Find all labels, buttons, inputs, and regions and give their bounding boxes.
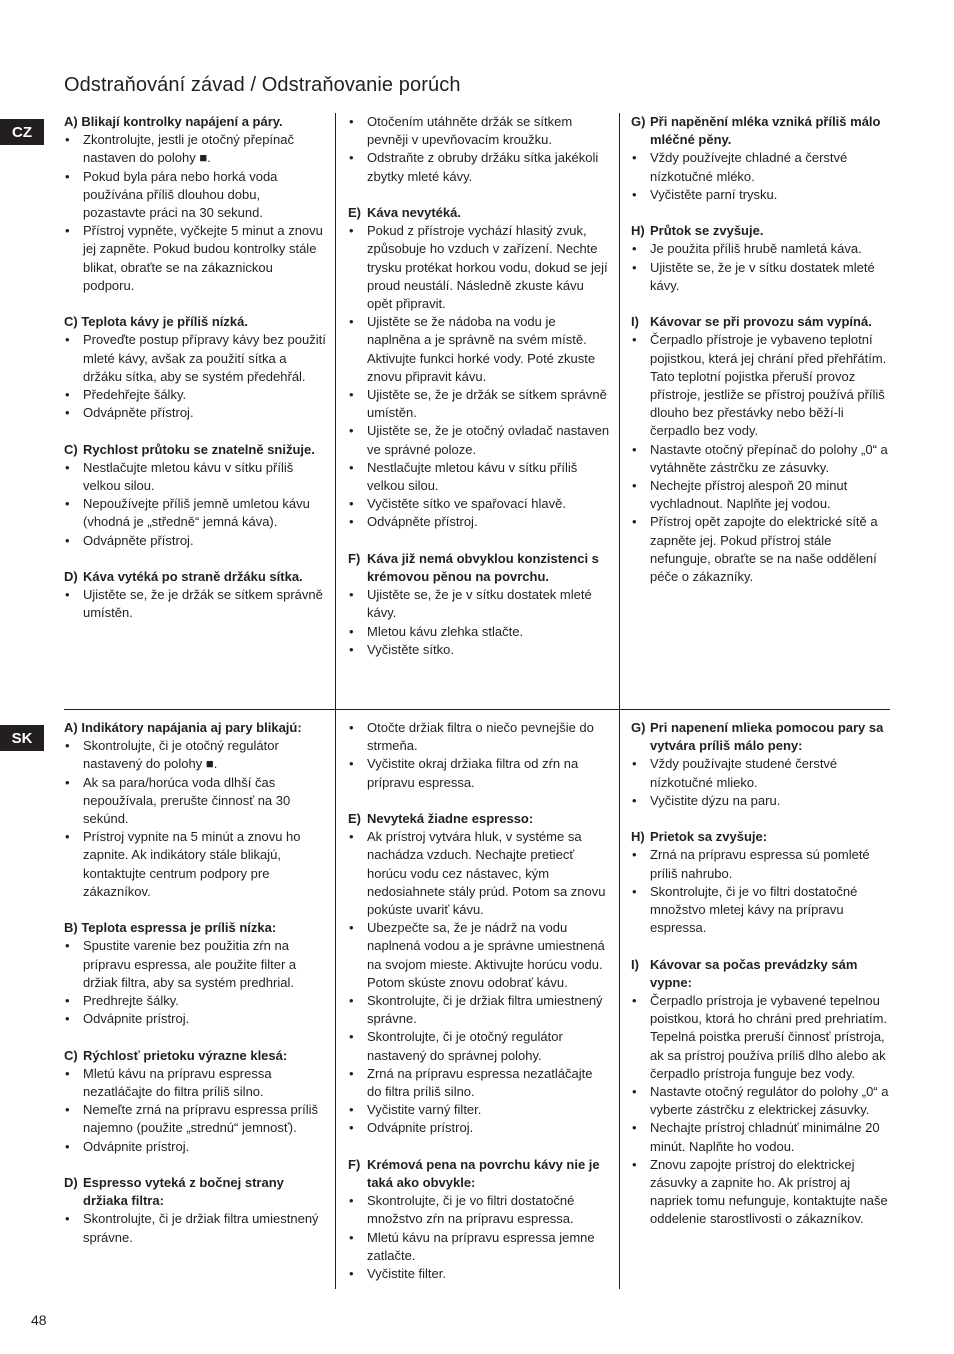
bullet-item: • Skontrolujte, či je otočný regulátor nastavený do polohy ■. bbox=[64, 737, 326, 773]
bullet-item: • Vyčistěte parní trysku. bbox=[631, 186, 890, 204]
troubleshooting-topic bbox=[348, 810, 610, 1138]
bullet-list bbox=[631, 755, 890, 810]
topic-heading bbox=[631, 828, 890, 846]
bullet-item: • Nechajte prístroj chladnúť minimálne 20 minút. Naplňte ho vodou. bbox=[631, 1119, 890, 1155]
bullet-item: • Odstraňte z obruby držáku sítka jakékoli zbytky mleté kávy. bbox=[348, 149, 610, 185]
bullet-list bbox=[631, 331, 890, 586]
topic-heading bbox=[631, 222, 890, 240]
bullet-item: • Odvápněte přístroj. bbox=[348, 513, 610, 531]
column-3 bbox=[631, 719, 890, 1289]
bullet-item: • Odvápněte přístroj. bbox=[64, 404, 326, 422]
bullet-list bbox=[348, 113, 610, 186]
troubleshooting-topic bbox=[64, 113, 326, 295]
section-cz bbox=[64, 113, 890, 709]
topic-heading bbox=[631, 956, 890, 992]
bullet-item: • Znovu zapojte prístroj do elektrickej zásuvky a zapnite ho. Ak prístroj aj napriek tomu nefunguje, kontaktujte naše oddelenie starostlivosti o zákazníkov. bbox=[631, 1156, 890, 1229]
topic-title: Nevyteká žiadne espresso: bbox=[367, 811, 534, 826]
section-sk bbox=[64, 719, 890, 1289]
bullet-item: • Nastavte otočný regulátor do polohy „0“ a vyberte zástrčku z elektrickej zásuvky. bbox=[631, 1083, 890, 1119]
bullet-item: • Otočte držiak filtra o niečo pevnejšie do strmeňa. bbox=[348, 719, 610, 755]
topic-heading bbox=[631, 719, 890, 755]
topic-title: A) Indikátory napájania aj pary blikajú: bbox=[64, 720, 302, 735]
bullet-list bbox=[348, 586, 610, 659]
topic-title: Průtok se zvyšuje. bbox=[650, 223, 764, 239]
bullet-item: • Mletú kávu na prípravu espressa nezatláčajte do filtra príliš silno. bbox=[64, 1065, 326, 1101]
bullet-item: • Vždy používajte studené čerstvé nízkotučné mlieko. bbox=[631, 755, 890, 791]
troubleshooting-topic bbox=[64, 313, 326, 422]
bullet-item: • Nepoužívejte příliš jemně umletou kávu (vhodná je „středně“ jemná káva). bbox=[64, 495, 326, 531]
bullet-list bbox=[64, 1210, 326, 1246]
bullet-item: • Ujistěte se, že je držák se sítkem správně umístěn. bbox=[348, 386, 610, 422]
troubleshooting-topic bbox=[348, 550, 610, 659]
topic-title: B) Teplota espressa je príliš nízka: bbox=[64, 920, 277, 936]
bullet-item: • Mletú kávu na prípravu espressa jemne zatlačte. bbox=[348, 1229, 610, 1265]
topic-label: E) bbox=[348, 205, 361, 220]
bullet-item: • Vyčistite okraj držiaka filtra od zŕn na prípravu espressa. bbox=[348, 755, 610, 791]
bullet-list bbox=[64, 737, 326, 901]
troubleshooting-topic bbox=[631, 956, 890, 1229]
troubleshooting-topic bbox=[631, 113, 890, 204]
topic-title: Rychlost průtoku se znatelně snižuje. bbox=[83, 441, 315, 457]
troubleshooting-topic bbox=[64, 568, 326, 623]
bullet-item: • Nastavte otočný přepínač do polohy „0“ a vytáhněte zástrčku ze zásuvky. bbox=[631, 441, 890, 477]
topic-label: H) bbox=[631, 223, 645, 239]
topic-label: C) bbox=[64, 1047, 78, 1063]
topic-title: Pri napenení mlieka pomocou pary sa vytvára príliš málo peny: bbox=[650, 720, 884, 754]
bullet-item: • Otočením utáhněte držák se sítkem pevněji v upevňovacím kroužku. bbox=[348, 113, 610, 149]
bullet-item: • Odvápnite prístroj. bbox=[348, 1119, 610, 1137]
bullet-item: • Skontrolujte, či je vo filtri dostatočné množstvo zŕn na prípravu espressa. bbox=[348, 1192, 610, 1228]
bullet-item: • Ujistěte se, že je otočný ovladač nastaven ve správné poloze. bbox=[348, 422, 610, 458]
bullet-item: • Skontrolujte, či je otočný regulátor nastavený do správnej polohy. bbox=[348, 1028, 610, 1064]
bullet-list bbox=[64, 1065, 326, 1156]
bullet-item: • Spustite varenie bez použitia zŕn na prípravu espressa, ale použite filter a držiak filtra, aby sa systém predhrial. bbox=[64, 937, 326, 992]
troubleshooting-topic bbox=[631, 313, 890, 586]
troubleshooting-topic bbox=[64, 719, 326, 901]
topic-heading bbox=[64, 441, 326, 459]
page-title: Odstraňování závad / Odstraňovanie porúch bbox=[64, 74, 461, 96]
bullet-item: • Vyčistěte sítko ve spařovací hlavě. bbox=[348, 495, 610, 513]
topic-title: Káva vytéká po straně držáku sítka. bbox=[83, 569, 303, 585]
bullet-list bbox=[64, 131, 326, 295]
bullet-item: • Zrná na prípravu espressa sú pomleté príliš nahrubo. bbox=[631, 846, 890, 882]
topic-heading bbox=[64, 1174, 326, 1210]
bullet-item: • Ujistěte se, že je v sítku dostatek mleté kávy. bbox=[348, 586, 610, 622]
column-2 bbox=[348, 113, 610, 709]
bullet-list bbox=[64, 586, 326, 622]
bullet-item: • Zkontrolujte, jestli je otočný přepínač nastaven do polohy ■. bbox=[64, 131, 326, 167]
bullet-item: • Vždy používejte chladné a čerstvé nízkotučné mléko. bbox=[631, 149, 890, 185]
bullet-list bbox=[64, 331, 326, 422]
topic-label: H) bbox=[631, 829, 645, 845]
troubleshooting-topic bbox=[348, 113, 610, 186]
bullet-item: • Skontrolujte, či je vo filtri dostatočné množstvo mletej kávy na prípravu espressa. bbox=[631, 883, 890, 938]
topic-title: Krémová pena na povrchu kávy nie je taká ako obvykle: bbox=[367, 1156, 600, 1191]
bullet-item: • Pokud byla pára nebo horká voda používána příliš dlouhou dobu, pozastavte práci na 30 sekund. bbox=[64, 168, 326, 223]
topic-title: Při napěnění mléka vzniká příliš málo mléčné pěny. bbox=[650, 114, 881, 148]
topic-label: I) bbox=[631, 956, 639, 972]
topic-title: Káva nevytéká. bbox=[367, 205, 461, 220]
bullet-item: • Je použita příliš hrubě namletá káva. bbox=[631, 240, 890, 258]
topic-heading bbox=[64, 313, 326, 331]
bullet-item: • Přístroj vypněte, vyčkejte 5 minut a znovu jej zapněte. Pokud budou kontrolky stále blikat, obraťte se na zákaznickou podporu. bbox=[64, 222, 326, 295]
bullet-item: • Ujistěte se, že je v sítku dostatek mleté kávy. bbox=[631, 259, 890, 295]
topic-label: G) bbox=[631, 114, 646, 129]
topic-heading bbox=[64, 1047, 326, 1065]
bullet-item: • Vyčistite dýzu na paru. bbox=[631, 792, 890, 810]
bullet-item: • Odvápněte přístroj. bbox=[64, 532, 326, 550]
bullet-item: • Ujistěte se, že je držák se sítkem správně umístěn. bbox=[64, 586, 326, 622]
bullet-list bbox=[348, 719, 610, 792]
troubleshooting-topic bbox=[348, 1156, 610, 1283]
bullet-item: • Ubezpečte sa, že je nádrž na vodu naplnená vodou a je správne umiestnená na svojom mieste. Aktivujte horúcu vodu. Potom skúste znovu odobrať kávu. bbox=[348, 919, 610, 992]
bullet-item: • Vyčistite varný filter. bbox=[348, 1101, 610, 1119]
column-divider bbox=[335, 113, 336, 709]
bullet-item: • Nestlačujte mletou kávu v sítku příliš velkou silou. bbox=[64, 459, 326, 495]
bullet-item: • Vyčistite filter. bbox=[348, 1265, 610, 1283]
column-divider bbox=[619, 113, 620, 709]
column-3 bbox=[631, 113, 890, 709]
topic-title: Prietok sa zvyšuje: bbox=[650, 829, 768, 845]
troubleshooting-topic bbox=[64, 919, 326, 1028]
bullet-item: • Mletou kávu zlehka stlačte. bbox=[348, 623, 610, 641]
topic-heading bbox=[348, 810, 610, 828]
bullet-list bbox=[64, 937, 326, 1028]
topic-label: E) bbox=[348, 811, 361, 826]
troubleshooting-topic bbox=[64, 1174, 326, 1247]
bullet-item: • Pokud z přístroje vychází hlasitý zvuk, způsobuje ho vzduch v zařízení. Nechte trysku protékat horkou vodu, dokud se její proud neustálí. Následně zkuste kávu opět připravit. bbox=[348, 222, 610, 313]
topic-title: A) Blikají kontrolky napájení a páry. bbox=[64, 114, 283, 129]
bullet-list bbox=[631, 992, 890, 1229]
bullet-list bbox=[631, 149, 890, 204]
bullet-item: • Nechejte přístroj alespoň 20 minut vychladnout. Naplňte jej vodou. bbox=[631, 477, 890, 513]
bullet-item: • Odvápnite prístroj. bbox=[64, 1138, 326, 1156]
topic-label: F) bbox=[348, 1156, 361, 1172]
topic-label: C) bbox=[64, 441, 78, 457]
topic-title: Rýchlosť prietoku výrazne klesá: bbox=[83, 1047, 288, 1063]
troubleshooting-topic bbox=[348, 204, 610, 532]
bullet-item: • Ujistěte se že nádoba na vodu je naplněna a je správně na svém místě. Aktivujte funkci horké vody. Poté zkuste znovu připravit kávu. bbox=[348, 313, 610, 386]
bullet-item: • Prístroj vypnite na 5 minút a znovu ho zapnite. Ak indikátory stále blikajú, kontaktujte centrum podpory pre zákazníkov. bbox=[64, 828, 326, 901]
bullet-list bbox=[631, 846, 890, 937]
troubleshooting-topic bbox=[631, 222, 890, 295]
troubleshooting-topic bbox=[64, 1047, 326, 1156]
bullet-item: • Ak prístroj vytvára hluk, v systéme sa nachádza vzduch. Nechajte pretiecť horúcu vodu cez nástavec, kým nedosiahnete stály prúd. Potom sa znovu pokúste uvariť kávu. bbox=[348, 828, 610, 919]
topic-heading bbox=[64, 113, 326, 131]
topic-heading bbox=[64, 568, 326, 586]
bullet-list bbox=[64, 459, 326, 550]
bullet-item: • Zrná na prípravu espressa nezatláčajte do filtra príliš silno. bbox=[348, 1065, 610, 1101]
page-number: 48 bbox=[31, 1312, 47, 1328]
column-divider bbox=[335, 709, 336, 1289]
bullet-item: • Predhrejte šálky. bbox=[64, 992, 326, 1010]
language-badge-sk: SK bbox=[0, 725, 44, 751]
bullet-item: • Nestlačujte mletou kávu v sítku příliš velkou silou. bbox=[348, 459, 610, 495]
topic-label: F) bbox=[348, 550, 361, 566]
bullet-item: • Vyčistěte sítko. bbox=[348, 641, 610, 659]
topic-title: Kávovar sa počas prevádzky sám vypne: bbox=[650, 956, 858, 990]
section-divider bbox=[64, 709, 890, 710]
troubleshooting-topic bbox=[64, 441, 326, 550]
topic-label: D) bbox=[64, 569, 78, 585]
bullet-item: • Skontrolujte, či je držiak filtra umiestnený správne. bbox=[64, 1210, 326, 1246]
column-1 bbox=[64, 719, 326, 1289]
topic-label: G) bbox=[631, 720, 646, 735]
column-divider bbox=[619, 709, 620, 1289]
bullet-item: • Nemeľte zrná na prípravu espressa príliš najemno (použite „strednú“ jemnosť). bbox=[64, 1101, 326, 1137]
topic-heading bbox=[631, 113, 890, 149]
bullet-item: • Ak sa para/horúca voda dlhší čas nepoužívala, prerušte činnosť na 30 sekúnd. bbox=[64, 774, 326, 829]
topic-title: Kávovar se při provozu sám vypíná. bbox=[650, 314, 872, 330]
bullet-item: • Skontrolujte, či je držiak filtra umiestnený správne. bbox=[348, 992, 610, 1028]
bullet-list bbox=[348, 828, 610, 1137]
topic-heading bbox=[348, 204, 610, 222]
topic-heading bbox=[348, 550, 610, 586]
column-1 bbox=[64, 113, 326, 709]
bullet-item: • Čerpadlo prístroja je vybavené tepelnou poistkou, ktorá ho chráni pred prehriatím. Tepelná poistka preruší činnosť prístroja, ak sa prístroj používa príliš dlho alebo ak čerpadlo prístroja funguje bez vody. bbox=[631, 992, 890, 1083]
topic-title: Espresso vyteká z bočnej strany držiaka filtra: bbox=[83, 1175, 284, 1209]
topic-heading bbox=[64, 719, 326, 737]
bullet-item: • Přístroj opět zapojte do elektrické sítě a zapněte jej. Pokud přístroj stále nefunguje, obraťte se na naše oddělení péče o zákazníky. bbox=[631, 513, 890, 586]
bullet-list bbox=[631, 240, 890, 295]
bullet-item: • Proveďte postup přípravy kávy bez použití mleté kávy, avšak za použití sítka a držáku sítka, aby se systém předehřál. bbox=[64, 331, 326, 386]
topic-label: D) bbox=[64, 1175, 78, 1191]
topic-heading bbox=[348, 1156, 610, 1192]
bullet-list bbox=[348, 222, 610, 531]
troubleshooting-topic bbox=[348, 719, 610, 792]
bullet-item: • Odvápnite prístroj. bbox=[64, 1010, 326, 1028]
column-2 bbox=[348, 719, 610, 1289]
topic-heading bbox=[64, 919, 326, 937]
troubleshooting-topic bbox=[631, 828, 890, 937]
bullet-item: • Čerpadlo přístroje je vybaveno teplotní pojistkou, která jej chrání před přehřátím. Tato teplotní pojistka přeruší provoz přístroje, jestliže se přístroj používá příliš dlouho bez přestávky nebo běží-li čerpadlo bez vody. bbox=[631, 331, 890, 440]
topic-title: Káva již nemá obvyklou konzistenci s krémovou pěnou na povrchu. bbox=[367, 550, 599, 585]
troubleshooting-topic bbox=[631, 719, 890, 810]
language-badge-cz: CZ bbox=[0, 119, 44, 145]
bullet-list bbox=[348, 1192, 610, 1283]
topic-title: C) Teplota kávy je příliš nízká. bbox=[64, 314, 248, 330]
topic-heading bbox=[631, 313, 890, 331]
bullet-item: • Předehřejte šálky. bbox=[64, 386, 326, 404]
topic-label: I) bbox=[631, 314, 639, 330]
